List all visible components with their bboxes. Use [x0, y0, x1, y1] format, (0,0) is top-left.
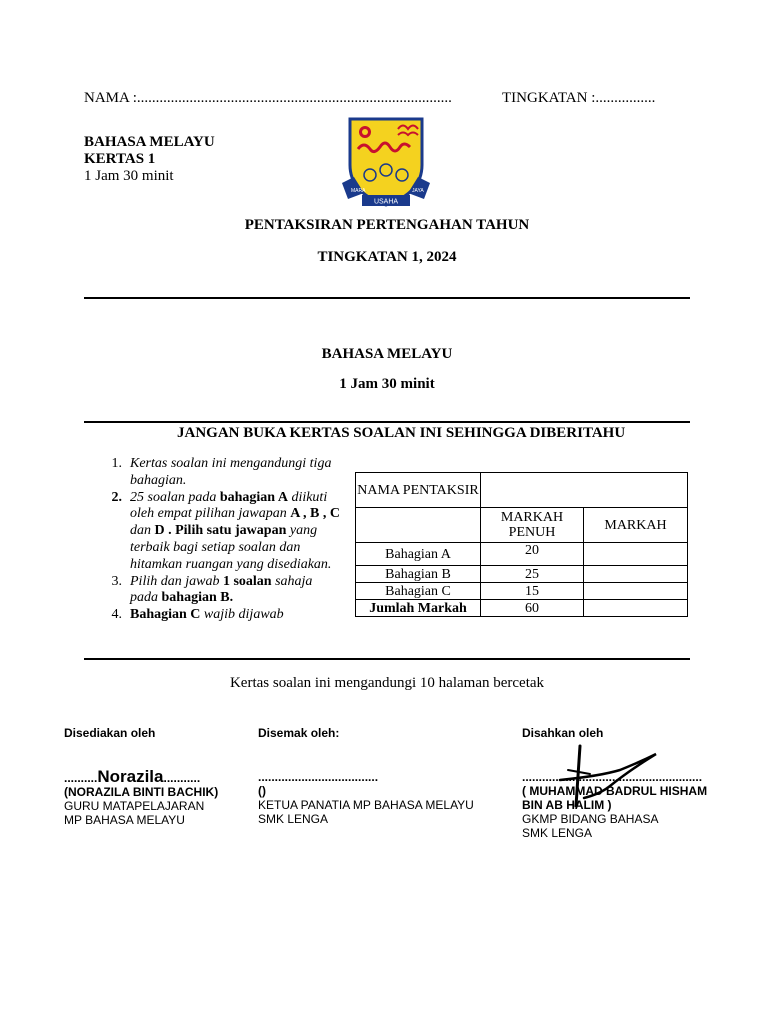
- signature-dots: ...........: [163, 771, 201, 785]
- instruction-emphasis: Bahagian C: [130, 607, 201, 623]
- form-field: TINGKATAN :................: [502, 90, 656, 106]
- marks-header: MARKAH: [584, 508, 688, 543]
- instruction-number: 2.: [111, 489, 122, 505]
- instruction-emphasis: 1 soalan: [222, 573, 272, 589]
- signature-dots: ..........: [64, 771, 98, 785]
- table-row: [356, 508, 688, 543]
- approved-name: ( MUHAMMAD BADRUL HISHAM: [522, 784, 708, 798]
- instructions-list: [102, 456, 340, 624]
- prepared-dept: MP BAHASA MELAYU: [64, 813, 185, 827]
- instruction-text: dan: [130, 523, 155, 539]
- page-count-note: Kertas soalan ini mengandungi 10 halaman bercetak: [229, 675, 545, 691]
- instruction-item: [102, 574, 340, 608]
- total-full-marks: 60: [481, 600, 584, 617]
- exam-title: PENTAKSIRAN PERTENGAHAN TAHUN: [244, 217, 530, 233]
- full-marks-header: MARKAH PENUH: [481, 508, 584, 543]
- instruction-emphasis: bahagian A: [219, 489, 288, 505]
- instruction-number: 1.: [111, 456, 122, 471]
- approved-signature-icon: [540, 740, 670, 810]
- approved-role: GKMP BIDANG BAHASA: [522, 812, 659, 826]
- checked-role: KETUA PANATIA MP BAHASA MELAYU: [258, 798, 474, 812]
- approved-label: Disahkan oleh: [522, 726, 604, 740]
- full-marks-value: 20: [481, 543, 584, 566]
- prepared-block: [64, 726, 218, 827]
- instruction-item: [102, 607, 340, 624]
- section-label: Bahagian B: [356, 566, 481, 583]
- exam-duration: 1 Jam 30 minit: [339, 376, 435, 392]
- examiner-name-cell[interactable]: [481, 473, 688, 508]
- prepared-role: GURU MATAPELAJARAN: [64, 799, 205, 813]
- marks-cell[interactable]: [584, 583, 688, 600]
- divider-top: [84, 297, 690, 299]
- instruction-emphasis: D . Pilih satu jawapan: [154, 523, 287, 539]
- header-subject: BAHASA MELAYU: [84, 134, 215, 150]
- school-crest-icon: [340, 115, 432, 211]
- table-row: [356, 566, 688, 583]
- prepared-label: Disediakan oleh: [64, 726, 156, 740]
- checked-signature-line: ....................................: [258, 770, 379, 784]
- instruction-text: diikuti oleh empat pilihan jawapan: [130, 489, 328, 522]
- divider-bottom: [84, 658, 690, 660]
- table-row: [356, 600, 688, 617]
- instruction-item: [102, 456, 340, 490]
- warning-text: JANGAN BUKA KERTAS SOALAN INI SEHINGGA DIBERITAHU: [177, 425, 626, 441]
- marks-cell[interactable]: [584, 566, 688, 583]
- checked-block: [258, 726, 474, 826]
- crest-motto-right: JAYA: [412, 188, 424, 194]
- instruction-text: Pilih dan jawab: [130, 573, 223, 589]
- instruction-emphasis: bahagian B.: [161, 590, 234, 606]
- checked-label: Disemak oleh:: [258, 726, 340, 740]
- marks-table: [355, 472, 688, 617]
- blank-cell: [356, 508, 481, 543]
- instruction-emphasis: A , B , C: [290, 506, 341, 522]
- full-marks-value: 15: [481, 583, 584, 600]
- instruction-text: 25 soalan pada: [130, 489, 220, 505]
- table-row: [356, 583, 688, 600]
- full-marks-value: 25: [481, 566, 584, 583]
- total-label: Jumlah Markah: [356, 600, 481, 617]
- header-paper: KERTAS 1: [84, 151, 156, 167]
- name-field: NAMA :....................................................................................: [84, 90, 452, 106]
- instruction-text: yang terbaik bagi setiap soalan dan hitamkan ruangan yang disediakan.: [130, 523, 332, 572]
- marks-cell[interactable]: [584, 543, 688, 566]
- checked-name: (): [258, 784, 266, 798]
- approved-name-cont: BIN AB HALIM ): [522, 798, 612, 812]
- table-row: [356, 473, 688, 508]
- divider-warning: [84, 421, 690, 423]
- instruction-text: Kertas soalan ini mengandungi tiga bahagian.: [130, 456, 332, 488]
- approved-signature-line: ......................................................: [522, 770, 703, 784]
- instruction-text: wajib dijawab: [200, 607, 284, 623]
- exam-subject: BAHASA MELAYU: [321, 346, 453, 362]
- checked-school: SMK LENGA: [258, 812, 329, 826]
- prepared-name: (NORAZILA BINTI BACHIK): [64, 785, 219, 799]
- examiner-label: NAMA PENTAKSIR: [356, 473, 481, 508]
- exam-level: TINGKATAN 1, 2024: [317, 249, 457, 265]
- crest-motto-left: MARA: [351, 188, 366, 194]
- header-duration: 1 Jam 30 minit: [84, 168, 174, 184]
- approved-school: SMK LENGA: [522, 826, 593, 840]
- instruction-text: sahaja pada: [130, 573, 313, 606]
- total-marks-cell[interactable]: [584, 600, 688, 617]
- crest-ribbon: USAHA: [373, 198, 399, 206]
- section-label: Bahagian A: [356, 543, 481, 566]
- prepared-signature-line: [64, 767, 218, 786]
- table-row: [356, 543, 688, 566]
- instruction-item: [102, 490, 340, 574]
- section-label: Bahagian C: [356, 583, 481, 600]
- instruction-number: 4.: [111, 607, 122, 623]
- instruction-number: 3.: [111, 573, 122, 589]
- prepared-signature: Norazila: [97, 767, 164, 786]
